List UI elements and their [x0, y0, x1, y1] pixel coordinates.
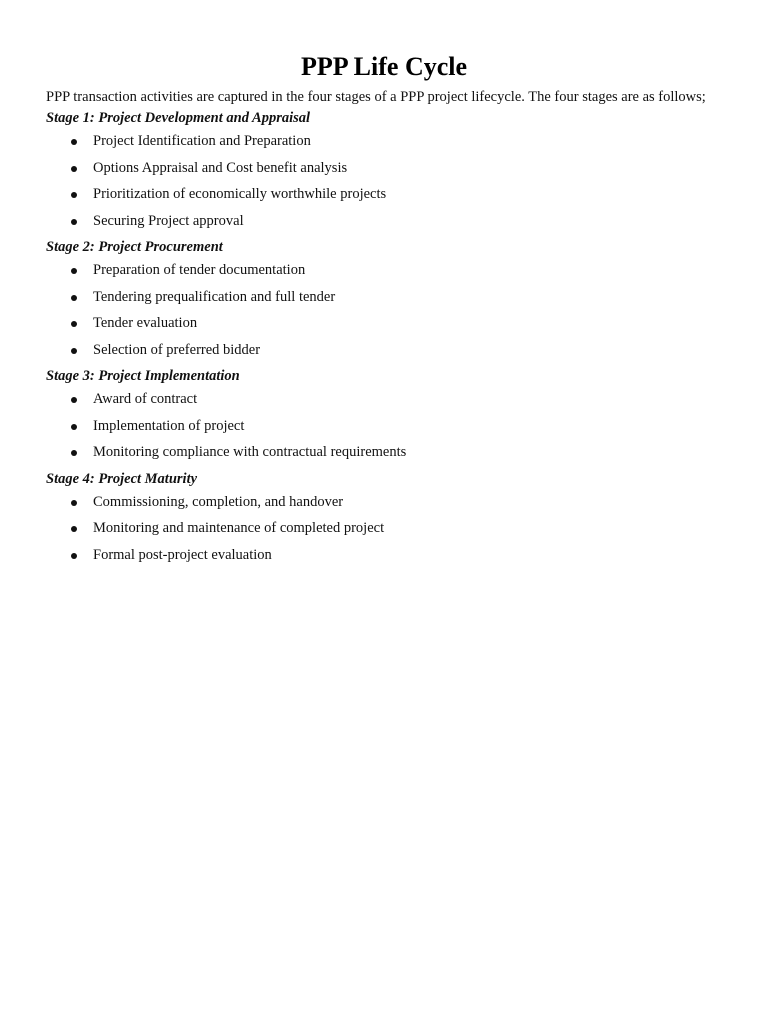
bullet-icon [71, 450, 77, 456]
list-item-text: Award of contract [93, 391, 198, 407]
list-item [46, 444, 722, 461]
list-item-text: Monitoring and maintenance of completed project [93, 520, 385, 536]
stage-3-section [46, 368, 722, 461]
list-item-text: Securing Project approval [93, 212, 244, 229]
bullet-icon [71, 424, 77, 430]
bullet-icon [71, 397, 77, 403]
stage-3-heading: Stage 3: Project Implementation [46, 368, 240, 384]
list-item [46, 391, 722, 408]
bullet-icon [71, 348, 77, 354]
stage-3-list [46, 391, 722, 461]
bullet-icon [71, 166, 77, 172]
bullet-icon [71, 526, 77, 532]
list-item [46, 133, 722, 150]
stage-1-section [46, 110, 722, 230]
stage-4-heading: Stage 4: Project Maturity [46, 470, 198, 487]
list-item [46, 494, 722, 511]
stage-2-list [46, 262, 722, 359]
stage-2-heading: Stage 2: Project Procurement [46, 239, 223, 255]
list-item [46, 520, 722, 537]
list-item [46, 315, 722, 332]
bullet-icon [71, 553, 77, 559]
stage-4-section [46, 471, 722, 564]
bullet-icon [71, 500, 77, 506]
stage-1-list [46, 133, 722, 230]
bullet-icon [71, 219, 77, 225]
list-item [46, 262, 722, 279]
stage-2-section [46, 239, 722, 359]
list-item-text: Options Appraisal and Cost benefit analysis [93, 159, 348, 176]
list-item [46, 213, 722, 230]
list-item-text: Prioritization of economically worthwhile projects [93, 186, 387, 202]
list-item [46, 289, 722, 306]
bullet-icon [71, 295, 77, 301]
list-item-text: Monitoring compliance with contractual requirements [93, 444, 407, 460]
list-item-text: Tendering prequalification and full tender [93, 288, 336, 305]
list-item-text: Implementation of project [93, 417, 245, 434]
list-item-text: Formal post-project evaluation [93, 546, 272, 563]
list-item [46, 418, 722, 435]
page-title: PPP Life Cycle [300, 52, 468, 81]
list-item-text: Commissioning, completion, and handover [93, 493, 344, 510]
bullet-icon [71, 268, 77, 274]
stage-1-heading: Stage 1: Project Development and Appraisal [46, 110, 311, 126]
list-item [46, 160, 722, 177]
bullet-icon [71, 321, 77, 327]
list-item-text: Project Identification and Preparation [93, 133, 311, 149]
intro-paragraph: PPP transaction activities are captured in the four stages of a PPP project lifecycle. The four stages are as follows; [46, 89, 706, 105]
bullet-icon [71, 192, 77, 198]
list-item [46, 547, 722, 564]
list-item [46, 342, 722, 359]
bullet-icon [71, 139, 77, 145]
list-item-text: Selection of preferred bidder [93, 341, 261, 358]
list-item-text: Tender evaluation [93, 315, 198, 331]
list-item-text: Preparation of tender documentation [93, 262, 306, 278]
list-item [46, 186, 722, 203]
stage-4-list [46, 494, 722, 564]
